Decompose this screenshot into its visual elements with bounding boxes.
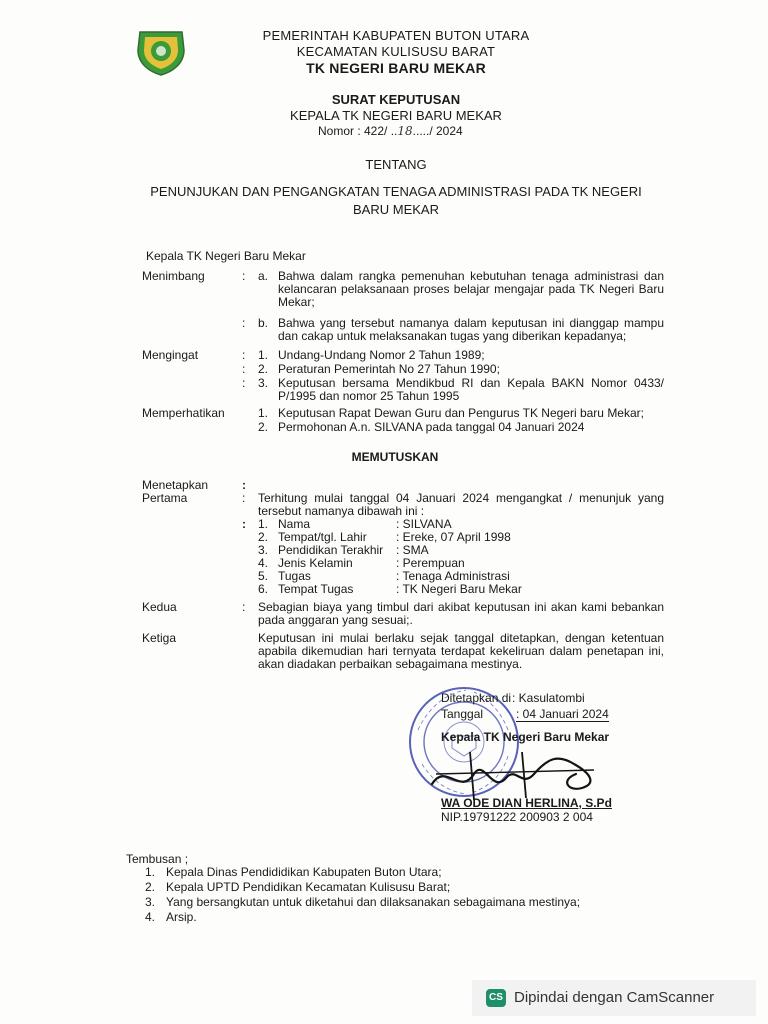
kedua-label: Kedua: [142, 600, 177, 614]
opening-line: Kepala TK Negeri Baru Mekar: [146, 249, 306, 263]
signature-place-value: : Kasulatombi: [512, 691, 585, 705]
colon: :: [242, 376, 246, 390]
tembusan-item-text: Yang bersangkutan untuk diketahui dan dilaksanakan sebagaimana mestinya;: [166, 895, 581, 909]
colon: :: [242, 478, 246, 492]
field-number: 5.: [258, 569, 269, 583]
signature-date-value: : 04 Januari 2024: [516, 707, 609, 721]
mengingat-item-text: Undang-Undang Nomor 2 Tahun 1989;: [278, 348, 485, 362]
memperhatikan-label: Memperhatikan: [142, 406, 225, 420]
field-value-duty: : Tenaga Administrasi: [396, 569, 510, 583]
field-number: 4.: [258, 556, 269, 570]
field-number: 6.: [258, 582, 269, 596]
field-key-duty: Tugas: [278, 569, 311, 583]
field-value-gender: : Perempuan: [396, 556, 465, 570]
menimbang-b-text: Bahwa yang tersebut namanya dalam keputusan ini dianggap mampu dan cakap untuk melaksanakan tugas yang diberikan kepadanya;: [278, 316, 664, 343]
colon: :: [242, 491, 246, 505]
tembusan-item-text: Kepala UPTD Pendidikan Kecamatan Kulisusu Barat;: [166, 880, 451, 894]
letterhead-school: TK NEGERI BARU MEKAR: [306, 60, 486, 76]
mengingat-item-number: 1.: [258, 348, 269, 362]
mengingat-item-number: 3.: [258, 376, 269, 390]
decree-number-prefix: Nomor : 422/ ..: [318, 124, 398, 138]
memperhatikan-item-number: 1.: [258, 406, 269, 420]
decree-subject-line1: PENUNJUKAN DAN PENGANGKATAN TENAGA ADMINISTRASI PADA TK NEGERI: [150, 184, 642, 199]
handwritten-signature: [426, 744, 606, 804]
signatory-nip: NIP.19791222 200903 2 004: [441, 810, 593, 824]
kedua-text: Sebagian biaya yang timbul dari akibat keputusan ini akan kami bebankan pada anggaran yang sesuai;.: [258, 600, 664, 627]
field-number: 1.: [258, 517, 269, 531]
decree-issuer: KEPALA TK NEGERI BARU MEKAR: [290, 108, 502, 123]
tembusan-item-text: Kepala Dinas Pendididikan Kabupaten Buton Utara;: [166, 865, 442, 879]
letterhead-district: KECAMATAN KULISUSU BARAT: [296, 44, 496, 59]
memperhatikan-item-text: Permohonan A.n. SILVANA pada tanggal 04 Januari 2024: [278, 420, 585, 434]
field-number: 3.: [258, 543, 269, 557]
colon: :: [242, 316, 246, 330]
colon: :: [242, 600, 246, 614]
tembusan-item-number: 2.: [145, 880, 156, 894]
field-value-birth: : Ereke, 07 April 1998: [396, 530, 511, 544]
letterhead-government: PEMERINTAH KABUPATEN BUTON UTARA: [262, 28, 530, 43]
signatory-name: WA ODE DIAN HERLINA, S.Pd: [441, 796, 612, 810]
memutuskan-heading: MEMUTUSKAN: [351, 450, 439, 464]
memperhatikan-item-text: Keputusan Rapat Dewan Guru dan Pengurus TK Negeri baru Mekar;: [278, 406, 644, 420]
signature-date-label: Tanggal: [441, 707, 484, 721]
camscanner-text: Dipindai dengan CamScanner: [514, 989, 715, 1006]
field-value-education: : SMA: [396, 543, 429, 557]
mengingat-item-number: 2.: [258, 362, 269, 376]
mengingat-item-text: Peraturan Pemerintah No 27 Tahun 1990;: [278, 362, 500, 376]
ketiga-text: Keputusan ini mulai berlaku sejak tanggal ditetapkan, dengan ketentuan apabila dikemudian hari ternyata terdapat kekeliruan dalam penetapan ini, akan diadakan perbaikan sebagaimana mestinya.: [258, 631, 664, 671]
decree-subject-line2: BARU MEKAR: [353, 202, 439, 217]
menimbang-label: Menimbang: [142, 269, 205, 283]
tentang-heading: TENTANG: [365, 157, 427, 172]
menimbang-a-marker: a.: [258, 269, 269, 283]
field-key-gender: Jenis Kelamin: [278, 556, 353, 570]
field-key-birth: Tempat/tgl. Lahir: [278, 530, 367, 544]
pertama-label: Pertama: [142, 491, 188, 505]
field-key-place: Tempat Tugas: [278, 582, 354, 596]
pertama-text: Terhitung mulai tanggal 04 Januari 2024 mengangkat / menunjuk yang tersebut namanya dibawah ini :: [258, 491, 664, 518]
field-key-education: Pendidikan Terakhir: [278, 543, 384, 557]
colon: :: [242, 362, 246, 376]
camscanner-icon: CS: [486, 989, 506, 1007]
signature-position: Kepala TK Negeri Baru Mekar: [441, 730, 610, 744]
mengingat-item-text: Keputusan bersama Mendikbud RI dan Kepala BAKN Nomor 0433/ P/1995 dan nomor 25 Tahun 1995: [278, 376, 664, 403]
tembusan-label: Tembusan ;: [126, 852, 189, 866]
menimbang-a-text: Bahwa dalam rangka pemenuhan kebutuhan tenaga administrasi dan kelancaran pelaksanaan proses belajar mengajar pada TK Negeri Baru Mekar;: [278, 269, 664, 309]
decree-number-suffix: ...../ 2024: [412, 124, 463, 138]
decree-number: [318, 124, 463, 138]
signature-place-label: Ditetapkan di: [441, 691, 512, 705]
menimbang-b-marker: b.: [258, 316, 269, 330]
decree-number-handwritten: 18: [397, 124, 413, 138]
menetapkan-label: Menetapkan: [142, 478, 209, 492]
decree-title: SURAT KEPUTUSAN: [331, 92, 461, 107]
field-value-name: : SILVANA: [396, 517, 452, 531]
colon: :: [242, 517, 246, 531]
mengingat-label: Mengingat: [142, 348, 199, 362]
ketiga-label: Ketiga: [142, 631, 177, 645]
tembusan-item-number: 4.: [145, 910, 156, 924]
field-number: 2.: [258, 530, 269, 544]
tembusan-item-text: Arsip.: [166, 910, 197, 924]
colon: :: [242, 348, 246, 362]
regency-logo: [134, 26, 188, 76]
memperhatikan-item-number: 2.: [258, 420, 269, 434]
field-value-place: : TK Negeri Baru Mekar: [396, 582, 522, 596]
field-key-name: Nama: [278, 517, 311, 531]
tembusan-item-number: 1.: [145, 865, 156, 879]
tembusan-item-number: 3.: [145, 895, 156, 909]
camscanner-watermark: [472, 980, 756, 1016]
colon: :: [242, 269, 246, 283]
